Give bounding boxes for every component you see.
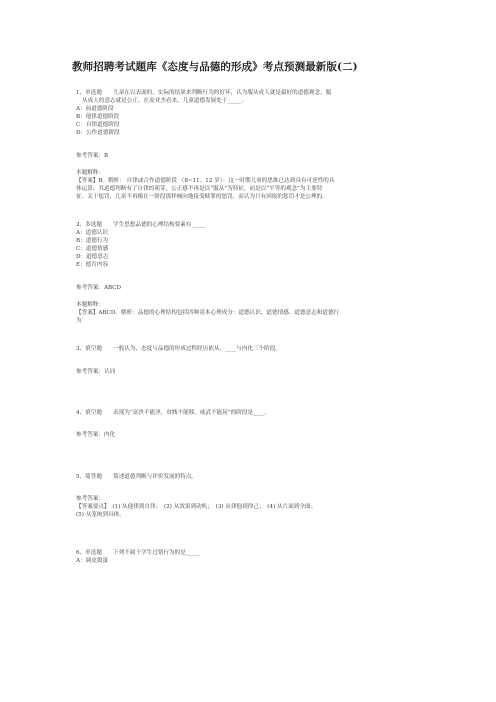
q5-answer: 参考答案：: [76, 496, 104, 502]
q1-option-d: D：公作道德阶段: [76, 130, 120, 136]
q2-option-b: B：道德行为: [76, 238, 109, 244]
q6-option-a: A：调皮捣蛋: [76, 558, 109, 564]
q1-explain-title: 本题解释：: [76, 170, 104, 176]
q3-stem: 3、填空题 一般认为，态度与品德的形成过程经历依从、____与内化三个阶段。: [76, 346, 281, 352]
q1-option-c: C：自律道德阶段: [76, 122, 120, 128]
q1-explain-line1: 【答案】B。解析： 自律或合作道德阶段 （8~11、12 岁）：这一时期儿童的思维已达到具有可逆性的具: [76, 178, 335, 184]
q2-option-e: E：德育内容: [76, 262, 109, 268]
q4-answer: 参考答案：内化: [76, 432, 116, 438]
q2-answer: 参考答案：ABCD: [76, 285, 121, 291]
q1-stem-line2: 从成人的意志就是公正，在皮亚杰看来，儿童道德发展处于_____。: [82, 98, 248, 104]
q1-option-b: B：他律道德阶段: [76, 114, 120, 120]
q2-explain-line2: 为: [76, 318, 82, 324]
q3-answer: 参考答案：认同: [76, 369, 116, 375]
q5-detail-line1: 【答案要点】 (1) 从他律到自律； (2) 从效果到动机； (3) 从律他到律己； (4) 从片面到全面；: [76, 504, 317, 510]
q2-explain-line1: 【答案】ABCD。解析：品德的心理结构包括四种基本心理成分：道德认识、道德情感、道德意志和道德行: [76, 310, 340, 316]
q1-option-a: A：前道德阶段: [76, 106, 114, 112]
q5-stem: 5、简答题 简述道德判断与评价发展的特点。: [76, 474, 198, 480]
page-title: 教师招聘考试题库《态度与品德的形成》考点预测最新版(二): [72, 61, 358, 73]
q4-stem: 4、填空题 表现为“富贵不能淫，贫贱不能移，威武不能屈”的阶段是____。: [76, 410, 270, 416]
q2-stem: 2、多选题 学生思想品德的心理结构要素有_____: [76, 222, 206, 228]
q2-option-d: D：道德意志: [76, 254, 109, 260]
q1-stem-line1: 1、单选题 儿童在以表面的、实际的结果来判断行为的好坏，认为服从成人就是最好的道德观念，服: [76, 90, 332, 96]
q1-explain-line2: 体运算，其道德判断有了自律的萌芽，公正感不再是以“服从”为特征，而是以“平等的观念”为主要特: [76, 186, 323, 192]
q2-explain-title: 本题解释：: [76, 302, 104, 308]
q1-answer: 参考答案：B: [76, 153, 109, 159]
q2-option-a: A：道德认识: [76, 230, 109, 236]
q6-stem: 6、单选题 下列不属于学生过错行为的是_____: [76, 550, 200, 556]
q5-detail-line2: (5) 从笼统到具体。: [76, 512, 125, 518]
q2-option-c: C：道德情感: [76, 246, 109, 252]
q1-explain-line3: 征。关于惩罚，儿童不再像在一阶段那样倾向地接受赎罪的惩罚，而认为只有回报的惩罚才是公理的。: [76, 194, 328, 200]
